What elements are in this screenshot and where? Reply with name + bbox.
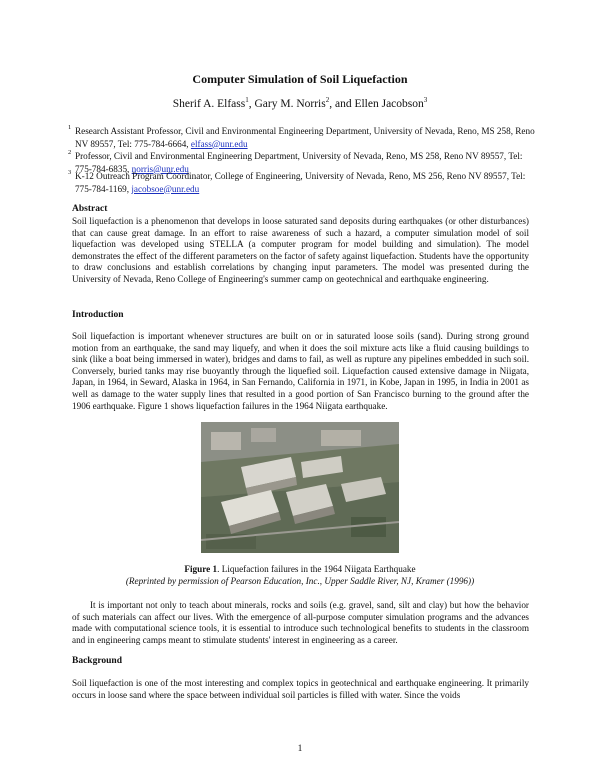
- introduction-paragraph-2: It is important not only to teach about minerals, rocks and soils (e.g. gravel, sand, silt and clay) but how the behavior of such materials can affect our lives. With the emergence of all-purpose computer simulation programs and the advances made with computational science tools, it is essential to introduce such technological benefits to students in the classroom and in engineering camps meant to stimulate students' interest in engineering as a career.: [72, 600, 529, 645]
- abstract-text: Soil liquefaction is a phenomenon that develops in loose saturated sand deposits during earthquakes (or other disturbances) that can cause great damage. In an effort to raise awareness of such a hazard, a computer simulation model of soil liquefaction was developed using STELLA (a computer program for model building and simulation). The model demonstrates the effect of the different parameters on the factor of safety against liquefaction. Students have the opportunity to draw conclusions and establish correlations by changing input parameters. The model was presented during the University of Nevada, Reno College of Engineering's summer camp on geotechnical and earthquake engineering.: [72, 216, 529, 284]
- figure-caption: [0, 564, 600, 587]
- author-1-mark: 1: [245, 96, 249, 104]
- affiliation-1-text: Research Assistant Professor, Civil and Environmental Engineering Department, University of Nevada, Reno, MS 258, Reno NV 89557, Tel: 775-784-6664,: [75, 126, 535, 149]
- author-3-mark: 3: [423, 96, 428, 104]
- author-2-mark: 2: [325, 96, 330, 104]
- background-heading: Background: [72, 656, 122, 666]
- figure-credit: [0, 576, 600, 588]
- author-2: Gary M. Norris: [254, 97, 326, 110]
- email-link-elfass[interactable]: elfass@unr.edu: [190, 138, 248, 149]
- introduction-heading: Introduction: [72, 310, 124, 320]
- abstract-heading: Abstract: [72, 204, 108, 214]
- figure-caption-line: [0, 564, 600, 576]
- affiliation-3-text: K-12 Outreach Program Coordinator, College of Engineering, University of Nevada, Reno, MS 256, Reno NV 89557, Tel: 775-784-1169,: [75, 171, 526, 194]
- niigata-liquefaction-photo: [201, 422, 399, 553]
- figure-caption-text: . Liquefaction failures in the 1964 Niigata Earthquake: [217, 564, 416, 574]
- affiliation-1: [68, 124, 535, 150]
- affiliation-2-text: Professor, Civil and Environmental Engineering Department, University of Nevada, Reno, MS 258, Reno NV 89557, Tel: 775-784-6835,: [75, 151, 523, 174]
- affiliation-1-number: 1: [68, 124, 72, 131]
- page-number: 1: [297, 744, 303, 754]
- author-3: and Ellen Jacobson: [334, 97, 424, 110]
- author-line: Sherif A. Elfass$^1$, Gary M. Norris$^2$, and Ellen Jacobson$^3$: [172, 96, 428, 110]
- author-1: Sherif A. Elfass: [172, 97, 246, 110]
- paper-title: Computer Simulation of Soil Liquefaction: [192, 72, 408, 86]
- email-link-norris[interactable]: norris@unr.edu: [131, 163, 189, 174]
- email-link-jacobson[interactable]: jacobsoe@unr.edu: [131, 183, 200, 194]
- affiliation-3: [68, 169, 535, 195]
- niigata-photo: [201, 422, 399, 553]
- figure-label: Figure 1: [184, 564, 218, 574]
- affiliation-3-number: 3: [68, 169, 72, 176]
- affiliation-2-number: 2: [68, 149, 72, 156]
- figure-credit-text: (Reprinted by permission of Pearson Education, Inc., Upper Saddle River, NJ, Kramer (1996)): [125, 575, 475, 586]
- background-paragraph-1: Soil liquefaction is one of the most interesting and complex topics in geotechnical and earthquake engineering. It primarily occurs in loose sand where the space between individual soil particles is filled with water. Since the voids: [72, 678, 529, 700]
- introduction-paragraph-1: Soil liquefaction is important whenever structures are built on or in saturated loose soils (sand). During strong ground motion from an earthquake, the sand may liquefy, and when it does the soil mixture acts like a fluid causing buildings to sink (like a boat being immersed in water), bridges and dams to fail, as well as rupture any pipelines embedded in such soil. Conversely, buried tanks may rise buoyantly through the liquefied soil. Liquefaction caused extensive damage in Niigata, Japan, in 1964, in Seward, Alaska in 1964, in San Fernando, California in 1971, in Kobe, Japan in 1995, in India in 2001 as well as damage to the water supply lines that resulted in a good portion of San Francisco burning to the ground after the 1906 earthquake. Figure 1 shows liquefaction failures in the 1964 Niigata earthquake.: [72, 331, 529, 411]
